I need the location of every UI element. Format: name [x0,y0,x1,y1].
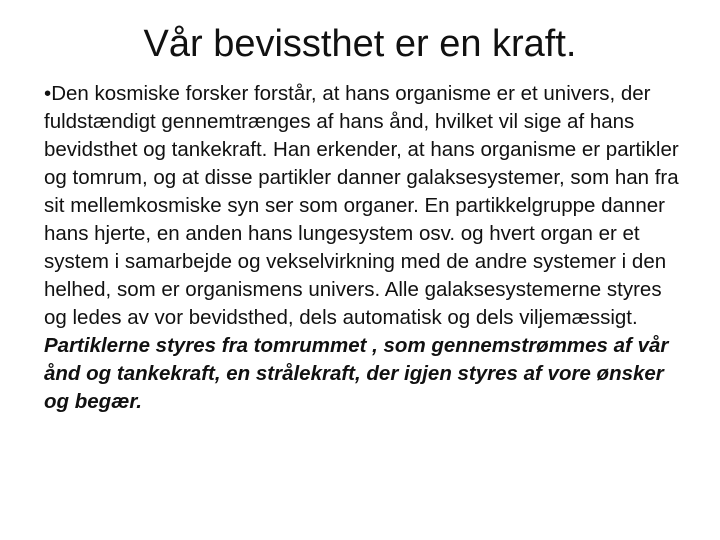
bullet-marker: • [44,82,52,105]
slide-title: Vår bevissthet er en kraft. [143,23,577,65]
slide-body [44,80,680,416]
bullet-paragraph [44,80,680,416]
body-emphasis-text: Partiklerne styres fra tomrummet , som gennemstrømmes af vår ånd og tankekraft, en strålekraft, der igjen styres af vore ønsker og begær. [44,334,669,413]
body-regular-text: Den kosmiske forsker forstår, at hans organisme er et univers, der fuldstændigt gennemtrænges af hans ånd, hvilket vil sige af hans bevidsthet og tankekraft. Han erkender, at hans organisme er partikler og tomrum, og at disse partikler danner galaksesystemer, som han fra sit mellemkosmiske syn ser som organer. En partikkelgruppe danner hans hjerte, en anden hans lungesystem osv. og hvert organ er et system i samarbejde og vekselvirkning med de andre systemer i den helhed, som er organismens univers. Alle galaksesystemerne styres og ledes av vor bevidsthed, dels automatisk og dels viljemæssigt. [44,82,679,329]
